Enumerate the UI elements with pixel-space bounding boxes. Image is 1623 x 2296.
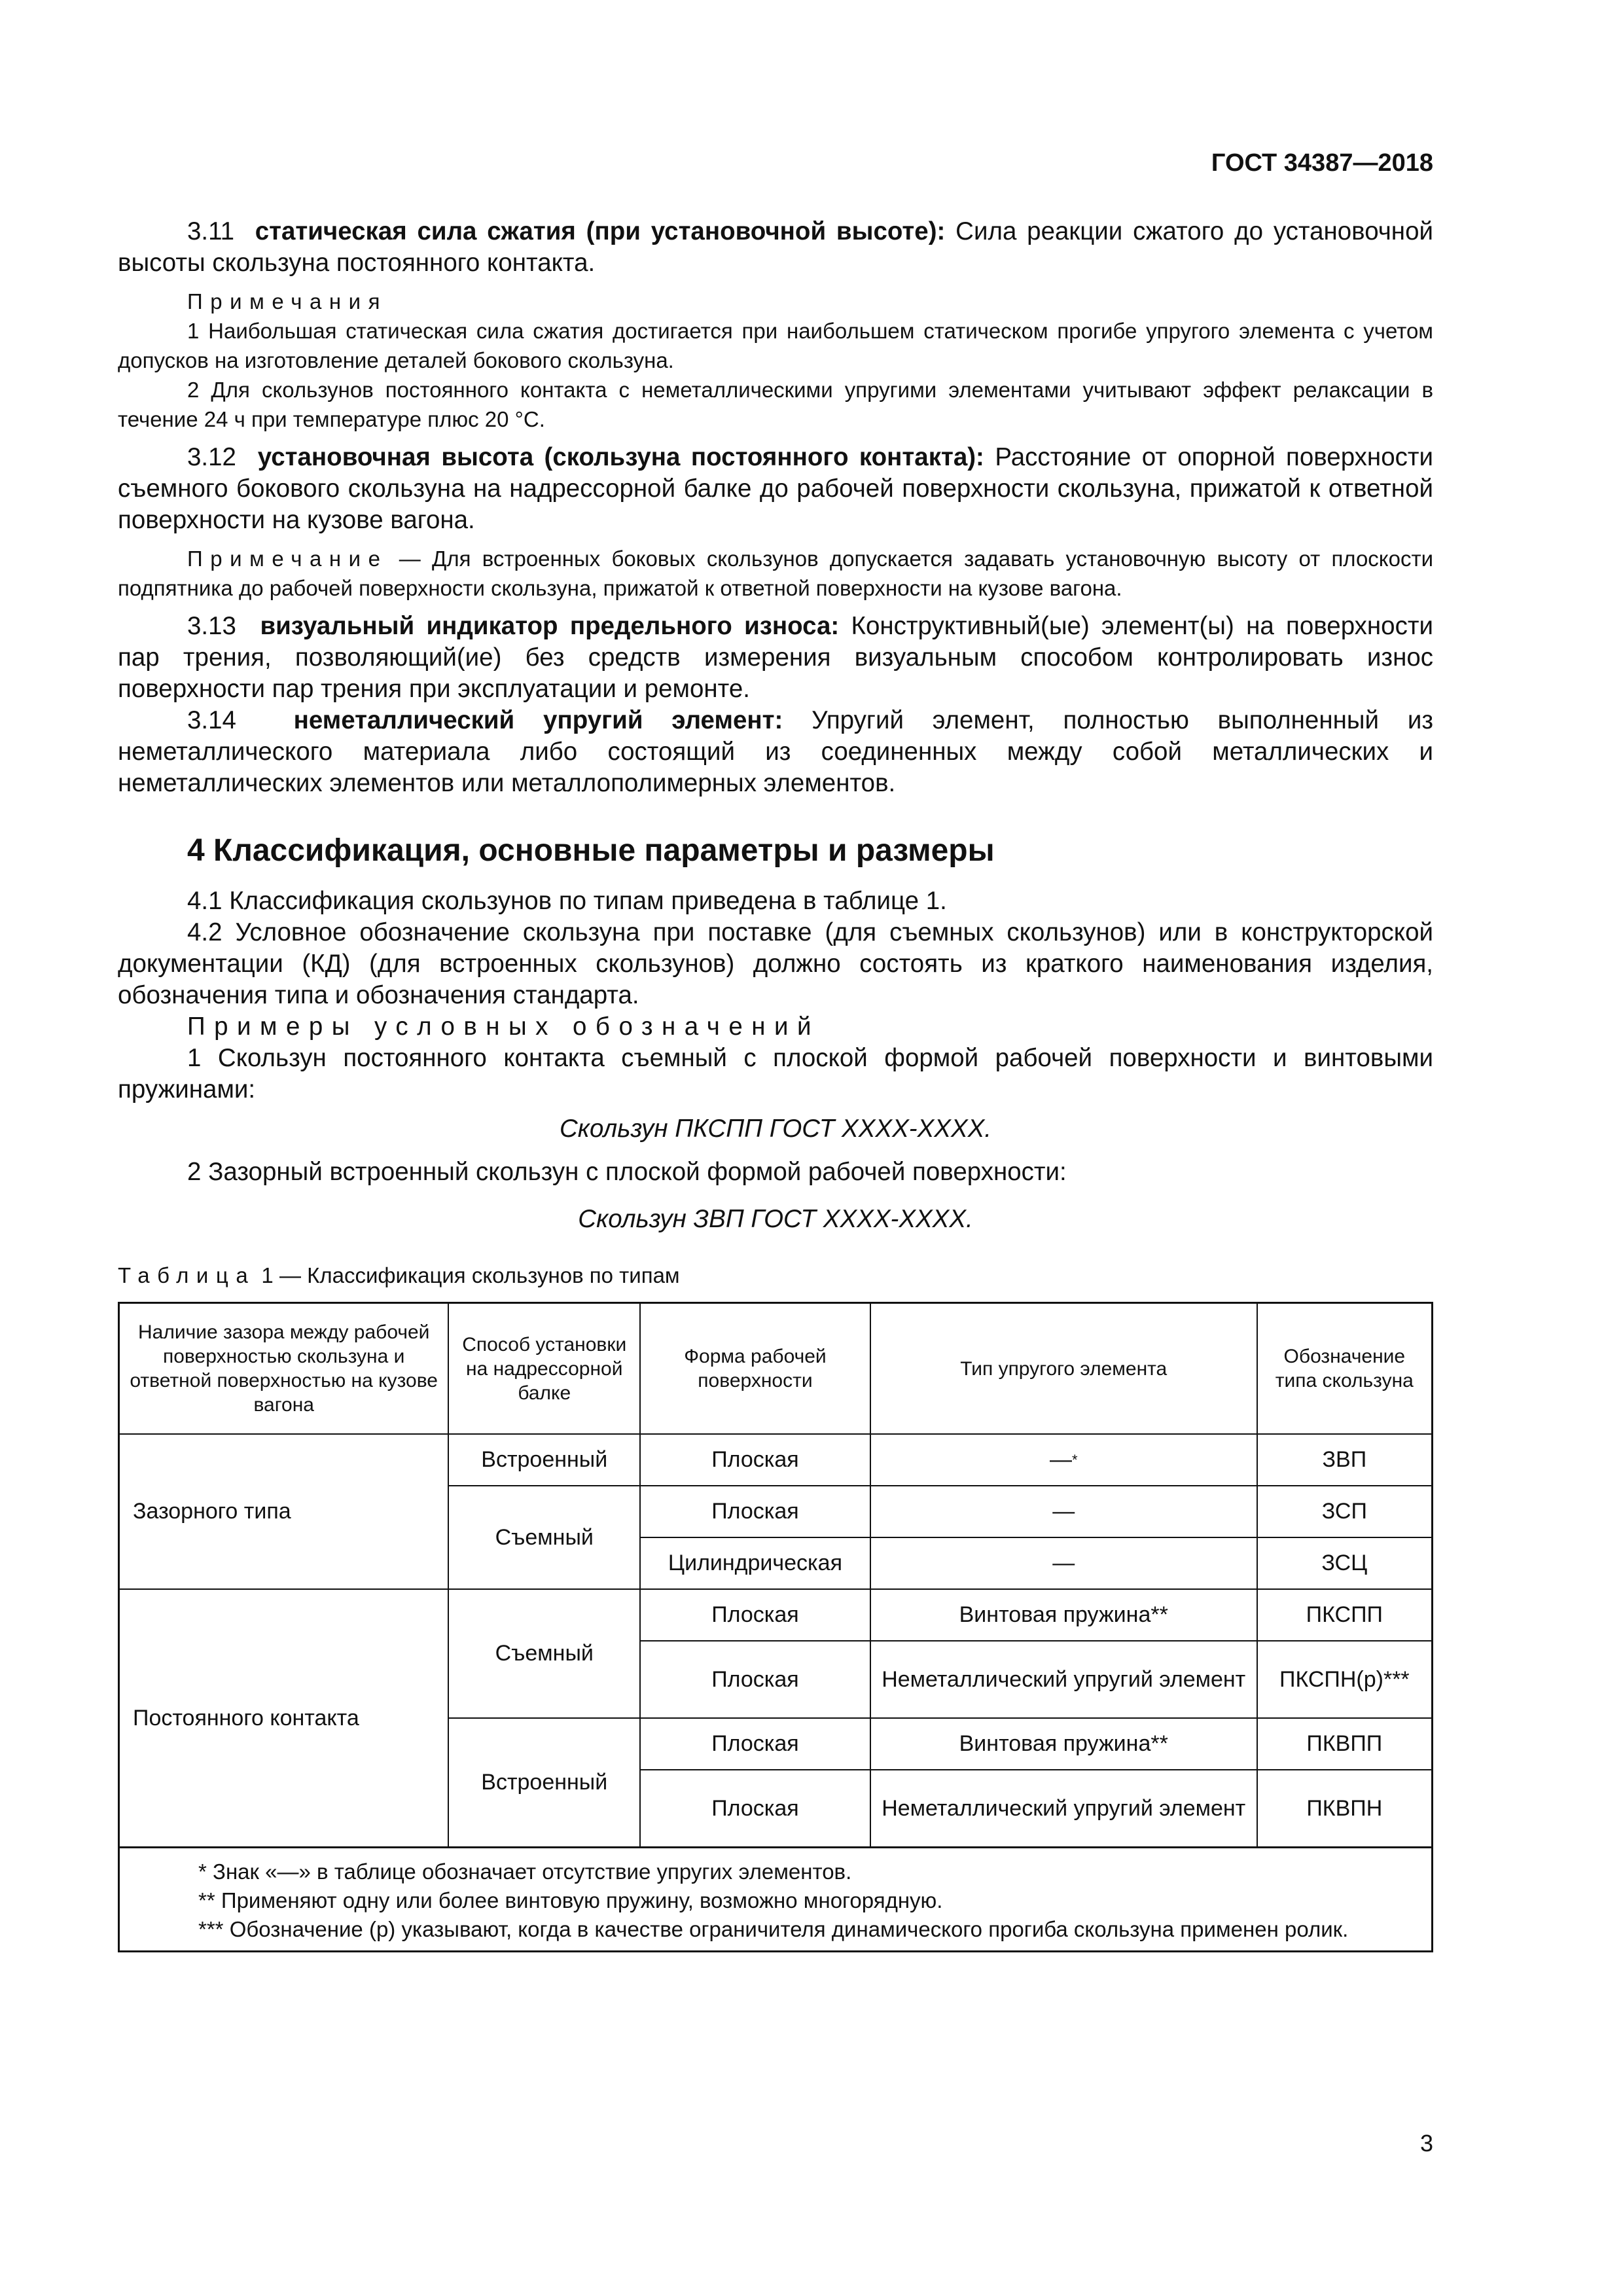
footnote-3: *** Обозначение (р) указывают, когда в качестве ограничителя динамического прогиба скользуна применен ролик. (198, 1917, 1349, 1941)
header-cell: Тип упругого элемента (870, 1303, 1257, 1435)
element-cell: Неметаллический упругий элемент (870, 1770, 1257, 1848)
clause-term: неметаллический упругий элемент: (293, 706, 783, 734)
installation-cell: Встроенный (448, 1718, 640, 1848)
code-cell: ПКСПН(р)*** (1257, 1641, 1433, 1718)
example-2-designation: Скользун ЗВП ГОСТ ХХХХ-ХХХХ. (578, 1205, 973, 1233)
element-cell: — (870, 1486, 1257, 1537)
element-cell: Винтовая пружина** (870, 1718, 1257, 1770)
header-cell: Наличие зазора между рабочей поверхностью скользуна и ответной поверхностью на кузове вагона (119, 1303, 449, 1435)
clause-definition: Конструктивный(ые) элемент(ы) на поверхности пар трения, позволяющий(ие) без средств измерения визуальным способом контролировать износ поверхности пар трения при эксплуатации и ремонте. (118, 612, 1433, 703)
element-cell: — (870, 1537, 1257, 1589)
code-cell: ЗСЦ (1257, 1537, 1433, 1589)
installation-cell: Встроенный (448, 1434, 640, 1486)
page-content (118, 216, 1433, 1952)
clause-3-13 (118, 611, 1433, 705)
code-cell: ПКВПН (1257, 1770, 1433, 1848)
installation-cell: Съемный (448, 1589, 640, 1718)
code-cell: ЗВП (1257, 1434, 1433, 1486)
table-header-row (119, 1303, 1433, 1435)
header-cell: Форма рабочей поверхности (640, 1303, 870, 1435)
form-cell: Плоская (640, 1434, 870, 1486)
dash-text: — (1049, 1447, 1072, 1472)
form-cell: Плоская (640, 1486, 870, 1537)
group-cell: Постоянного контакта (119, 1589, 449, 1848)
footnote-2: ** Применяют одну или более винтовую пружину, возможно многорядную. (198, 1888, 943, 1912)
table-footnotes-row (119, 1848, 1433, 1952)
clause-term: визуальный индикатор предельного износа: (260, 612, 840, 640)
clause-3-11 (118, 216, 1433, 279)
clause-term: статическая сила сжатия (при установочной высоте): (255, 217, 946, 245)
clause-4-1: 4.1 Классификация скользунов по типам приведена в таблице 1. (187, 887, 947, 915)
clause-definition: Расстояние от опорной поверхности съемного бокового скользуна на надрессорной балке до рабочей поверхности скользуна, прижатой к ответной поверхности на кузове вагона. (118, 443, 1433, 534)
example-1-designation: Скользун ПКСПП ГОСТ ХХХХ-ХХХХ. (559, 1115, 991, 1143)
clause-number: 3.11 (187, 217, 235, 245)
clause-number: 3.13 (187, 612, 236, 640)
section-4-title: 4 Классификация, основные параметры и размеры (187, 833, 995, 868)
notes-title: Примечания (187, 289, 388, 314)
form-cell: Плоская (640, 1589, 870, 1641)
form-cell: Плоская (640, 1718, 870, 1770)
clause-term: установочная высота (скользуна постоянного контакта): (257, 443, 984, 471)
form-cell: Цилиндрическая (640, 1537, 870, 1589)
note-single (118, 544, 1433, 603)
clause-3-12 (118, 442, 1433, 536)
table-caption (118, 1261, 1433, 1290)
code-cell: ПКВПП (1257, 1718, 1433, 1770)
header-cell: Обозначение типа скользуна (1257, 1303, 1433, 1435)
table-caption-label: Таблица (118, 1263, 256, 1287)
header-cell: Способ установки на надрессорной балке (448, 1303, 640, 1435)
example-1: 1 Скользун постоянного контакта съемный с плоской формой рабочей поверхности и винтовыми пружинами: (118, 1044, 1433, 1103)
note-2: 2 Для скользунов постоянного контакта с неметаллическими упругими элементами учитывают эффект релаксации в течение 24 ч при температуре плюс 20 °С. (118, 378, 1433, 431)
note-text: — Для встроенных боковых скользунов допускается задавать установочную высоту от плоскости подпятника до рабочей поверхности скользуна, прижатой к ответной поверхности на кузове вагона. (118, 547, 1433, 600)
table-row (119, 1434, 1433, 1486)
clause-number: 3.12 (187, 443, 236, 471)
element-cell: Неметаллический упругий элемент (870, 1641, 1257, 1718)
clause-definition: Сила реакции сжатого до установочной высоты скользуна постоянного контакта. (118, 217, 1433, 277)
element-cell: Винтовая пружина** (870, 1589, 1257, 1641)
code-cell: ПКСПП (1257, 1589, 1433, 1641)
footnotes-cell (119, 1848, 1433, 1952)
page-number: 3 (1419, 2130, 1433, 2157)
document-header: ГОСТ 34387—2018 (1211, 149, 1433, 177)
clause-4-2: 4.2 Условное обозначение скользуна при поставке (для съемных скользунов) или в конструкторской документации (КД) (для встроенных скользунов) должно состоять из краткого наименования изделия, обозначения типа и обозначения стандарта. (118, 918, 1433, 1009)
clause-definition: Упругий элемент, полностью выполненный из неметаллического материала либо состоящий из соединенных между собой металлических и неметаллических элементов или металлополимерных элементов. (118, 706, 1433, 797)
classification-table (118, 1302, 1433, 1952)
element-cell (870, 1434, 1257, 1486)
clause-3-14 (118, 705, 1433, 799)
example-2: 2 Зазорный встроенный скользун с плоской формой рабочей поверхности: (187, 1158, 1067, 1186)
footnote-1: * Знак «—» в таблице обозначает отсутствие упругих элементов. (198, 1859, 852, 1884)
form-cell: Плоская (640, 1770, 870, 1848)
code-cell: ЗСП (1257, 1486, 1433, 1537)
installation-cell: Съемный (448, 1486, 640, 1589)
note-1: 1 Наибольшая статическая сила сжатия достигается при наибольшем статическом прогибе упругого элемента с учетом допусков на изготовление деталей бокового скользуна. (118, 319, 1433, 372)
table-row (119, 1589, 1433, 1641)
clause-number: 3.14 (187, 706, 236, 734)
group-cell: Зазорного типа (119, 1434, 449, 1589)
note-label: Примечание (187, 547, 388, 571)
footnote-marker: * (1071, 1452, 1078, 1468)
examples-title: Примеры условных обозначений (187, 1013, 820, 1041)
table-caption-text: 1 — Классификация скользунов по типам (255, 1263, 680, 1287)
form-cell: Плоская (640, 1641, 870, 1718)
